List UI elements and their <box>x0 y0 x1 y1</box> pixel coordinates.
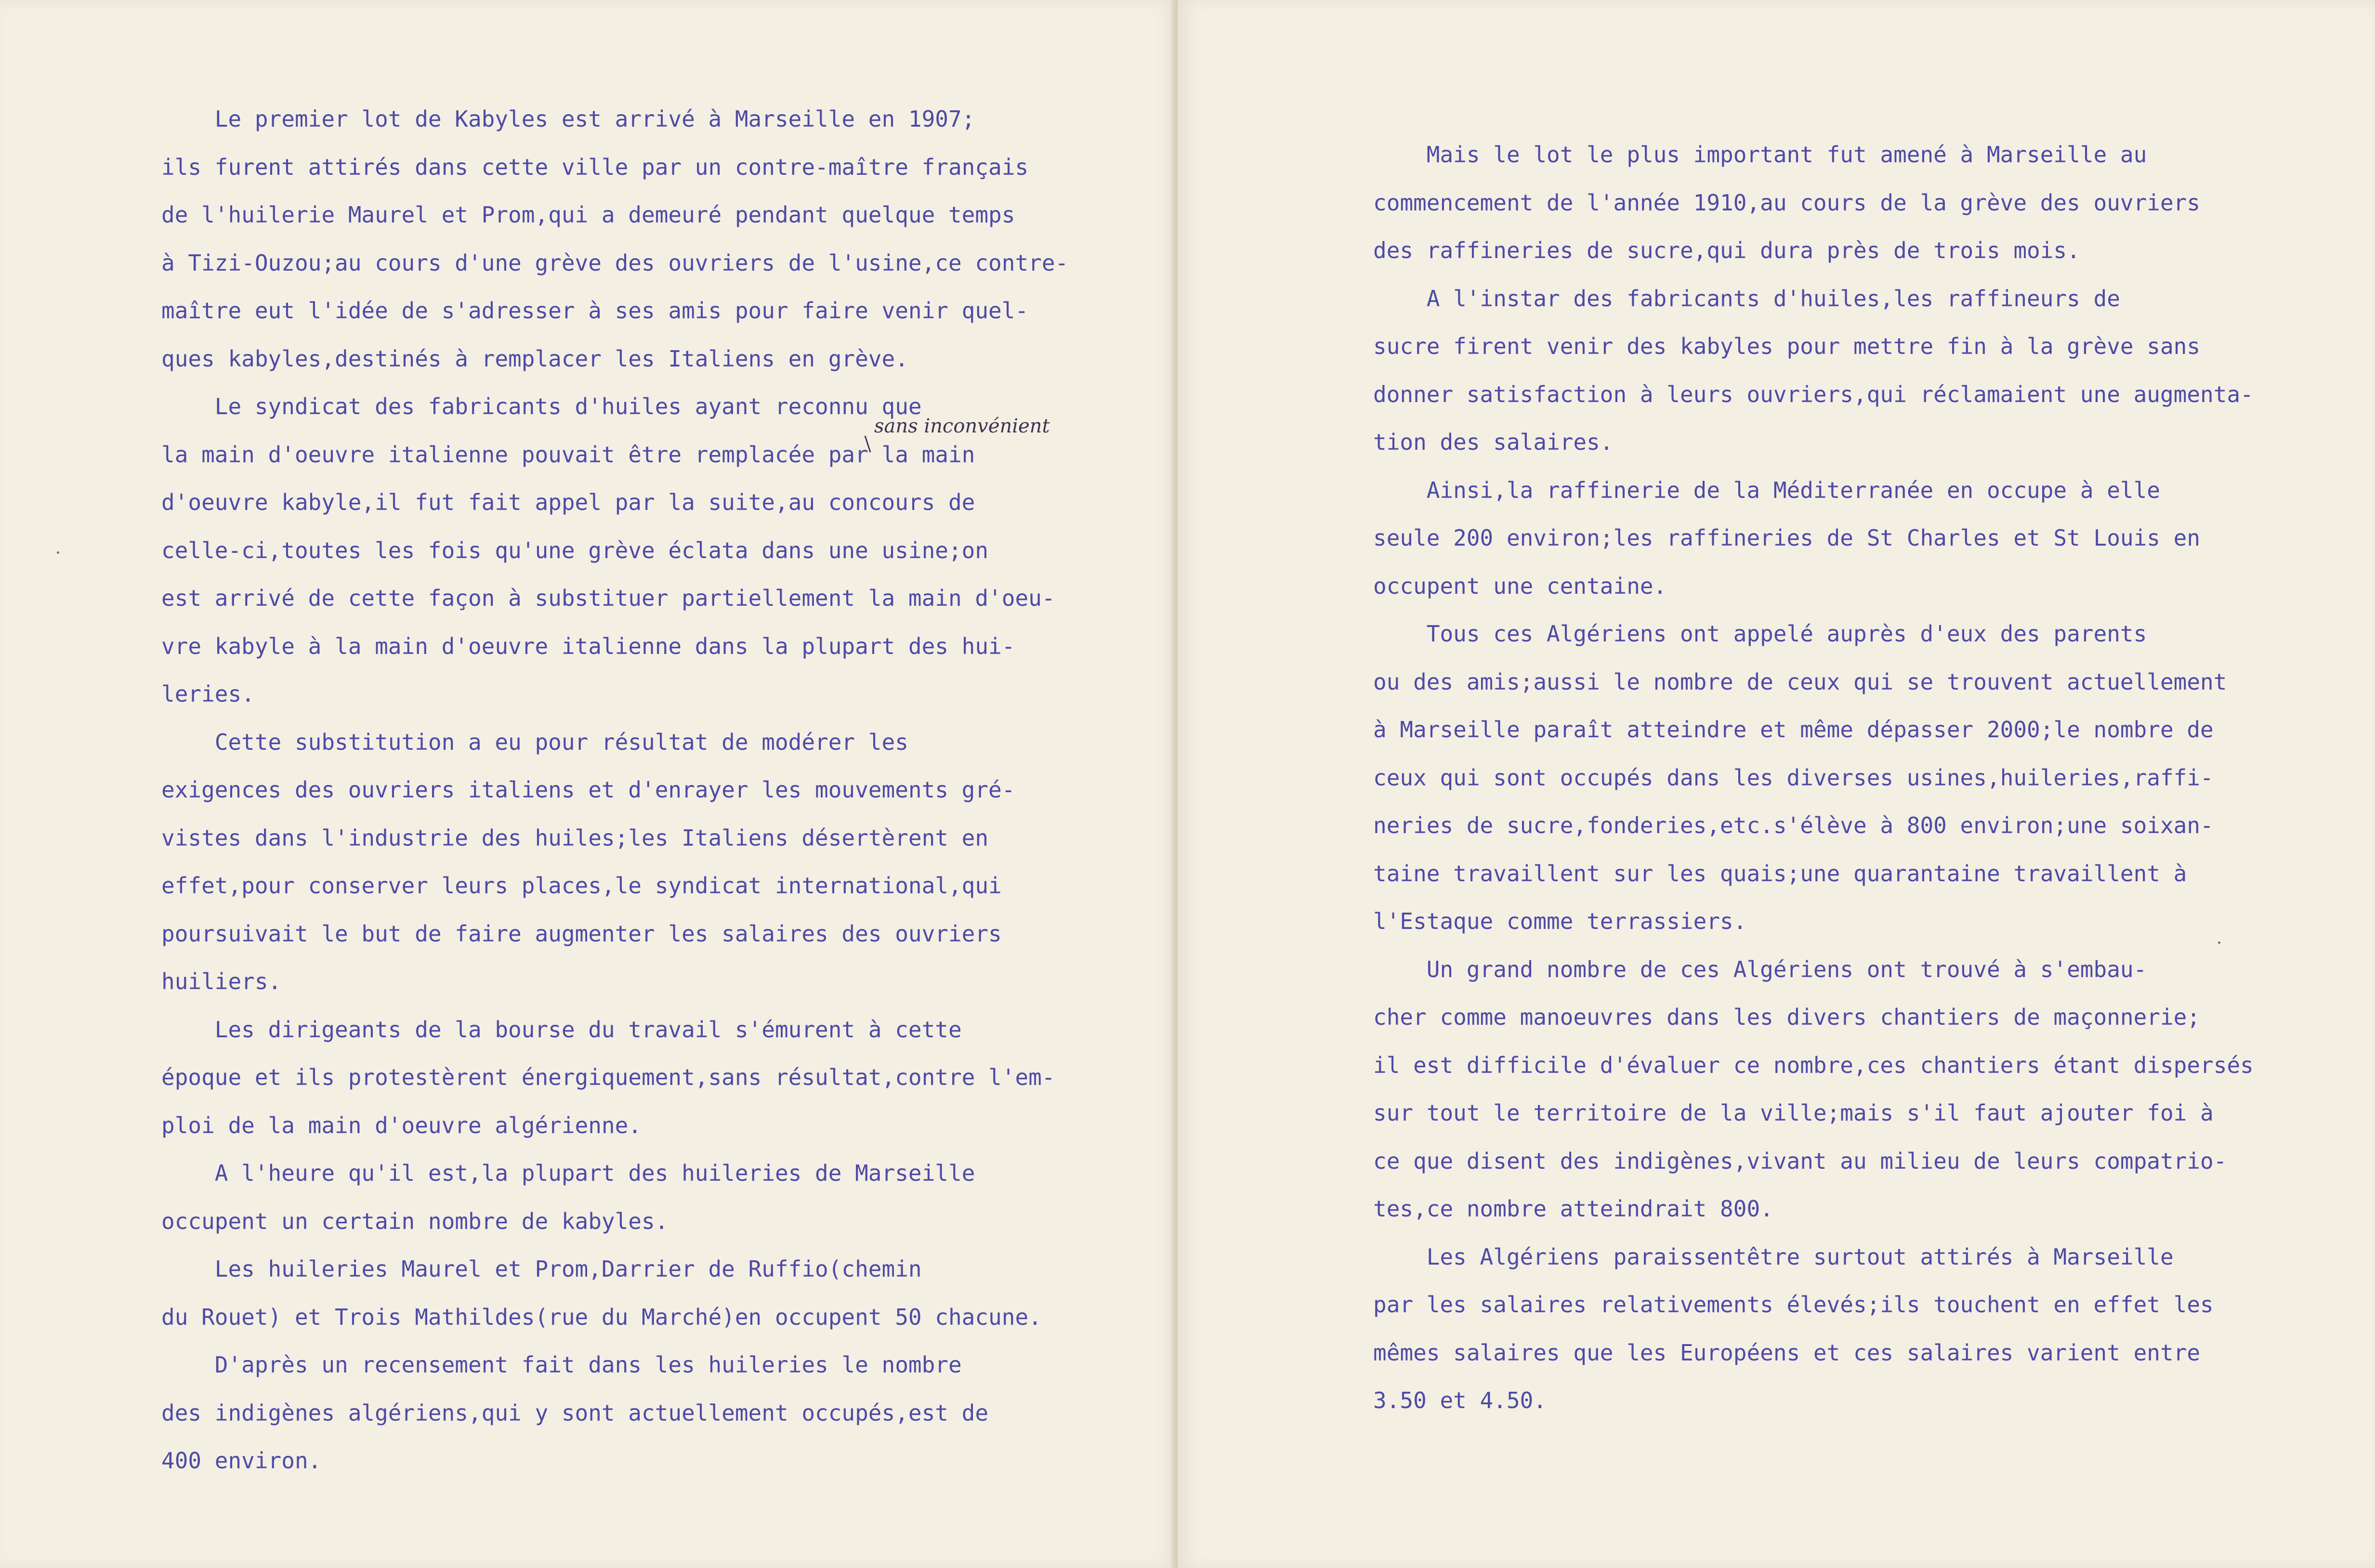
typed-line: Les dirigeants de la bourse du travail s'émurent à cette <box>161 1016 962 1043</box>
left-page-text <box>161 95 1068 1485</box>
typed-line: ceux qui sont occupés dans les diverses usines,huileries,raffi- <box>1373 764 2214 791</box>
typed-line: taine travaillent sur les quais;une quarantaine travaillent à <box>1373 860 2187 887</box>
typed-line: vre kabyle à la main d'oeuvre italienne dans la plupart des hui- <box>161 633 1015 659</box>
typed-line: A l'heure qu'il est,la plupart des huileries de Marseille <box>161 1160 975 1186</box>
typed-line: tion des salaires. <box>1373 429 1614 455</box>
typed-line: tes,ce nombre atteindrait 800. <box>1373 1196 1773 1222</box>
typed-line: Mais le lot le plus important fut amené à Marseille au <box>1373 142 2147 168</box>
typed-line: vistes dans l'industrie des huiles;les Italiens désertèrent en <box>161 824 989 851</box>
typed-line: Les Algériens paraissentêtre surtout attirés à Marseille <box>1373 1243 2174 1270</box>
typed-line: 3.50 et 4.50. <box>1373 1387 1547 1413</box>
typed-line: Ainsi,la raffinerie de la Méditerranée en occupe à elle <box>1373 477 2160 503</box>
right-page-text <box>1373 131 2254 1425</box>
typed-line: Le premier lot de Kabyles est arrivé à Marseille en 1907; <box>161 106 975 132</box>
typed-line: de l'huilerie Maurel et Prom,qui a demeuré pendant quelque temps <box>161 202 1015 228</box>
right-page <box>1178 0 2375 1568</box>
typed-line: occupent un certain nombre de kabyles. <box>161 1208 669 1234</box>
typed-line: Tous ces Algériens ont appelé auprès d'eux des parents <box>1373 621 2147 647</box>
typed-line: des raffineries de sucre,qui dura près de trois mois. <box>1373 237 2080 263</box>
typed-line: neries de sucre,fonderies,etc.s'élève à 800 environ;une soixan- <box>1373 812 2214 838</box>
typed-line: l'Estaque comme terrassiers. <box>1373 908 1747 934</box>
typed-line: est arrivé de cette façon à substituer partiellement la main d'oeu- <box>161 585 1055 611</box>
typed-line: époque et ils protestèrent énergiquement,sans résultat,contre l'em- <box>161 1064 1055 1090</box>
typed-line: D'après un recensement fait dans les huileries le nombre <box>161 1352 962 1378</box>
typed-line: ce que disent des indigènes,vivant au milieu de leurs compatrio- <box>1373 1148 2227 1174</box>
left-page <box>0 0 1178 1568</box>
typed-line: du Rouet) et Trois Mathildes(rue du Marché)en occupent 50 chacune. <box>161 1304 1042 1330</box>
typed-line: à Marseille paraît atteindre et même dépasser 2000;le nombre de <box>1373 717 2214 743</box>
typed-line: 400 environ. <box>161 1448 322 1474</box>
typed-line: maître eut l'idée de s'adresser à ses amis pour faire venir quel- <box>161 298 1029 324</box>
typed-line: des indigènes algériens,qui y sont actuellement occupés,est de <box>161 1399 989 1426</box>
typed-line: Un grand nombre de ces Algériens ont trouvé à s'embau- <box>1373 956 2147 982</box>
typed-line: leries. <box>161 681 255 707</box>
typed-line: Cette substitution a eu pour résultat de modérer les <box>161 729 908 755</box>
typed-line: seule 200 environ;les raffineries de St Charles et St Louis en <box>1373 525 2201 551</box>
typed-line: celle-ci,toutes les fois qu'une grève éclata dans une usine;on <box>161 537 989 563</box>
ink-speck <box>57 551 59 554</box>
ink-speck <box>2218 941 2220 944</box>
typed-line: donner satisfaction à leurs ouvriers,qui réclamaient une augmenta- <box>1373 381 2254 407</box>
typed-line: ques kabyles,destinés à remplacer les Italiens en grève. <box>161 345 908 372</box>
typed-line: A l'instar des fabricants d'huiles,les raffineurs de <box>1373 285 2120 312</box>
typed-line: sucre firent venir des kabyles pour mettre fin à la grève sans <box>1373 333 2201 359</box>
typed-line: la main d'oeuvre italienne pouvait être remplacée par la main <box>161 441 975 468</box>
typed-line: d'oeuvre kabyle,il fut fait appel par la suite,au concours de <box>161 489 975 515</box>
typed-line: Le syndicat des fabricants d'huiles ayant reconnu que <box>161 393 922 419</box>
typed-line: effet,pour conserver leurs places,le syndicat international,qui <box>161 873 1002 899</box>
handwritten-insert: sans inconvénient <box>874 415 1050 437</box>
typed-line: huiliers. <box>161 968 282 994</box>
typed-line: à Tizi-Ouzou;au cours d'une grève des ouvriers de l'usine,ce contre- <box>161 249 1069 276</box>
typed-line: sur tout le territoire de la ville;mais s'il faut ajouter foi à <box>1373 1100 2214 1126</box>
typed-line: cher comme manoeuvres dans les divers chantiers de maçonnerie; <box>1373 1004 2201 1030</box>
typed-line: commencement de l'année 1910,au cours de la grève des ouvriers <box>1373 189 2201 216</box>
typed-line: il est difficile d'évaluer ce nombre,ces chantiers étant dispersés <box>1373 1052 2254 1078</box>
typed-line: ou des amis;aussi le nombre de ceux qui se trouvent actuellement <box>1373 668 2227 695</box>
typed-line: ils furent attirés dans cette ville par un contre-maître français <box>161 154 1029 180</box>
typed-line: mêmes salaires que les Européens et ces salaires varient entre <box>1373 1339 2201 1366</box>
typed-line: Les huileries Maurel et Prom,Darrier de Ruffio(chemin <box>161 1256 922 1282</box>
typed-line: par les salaires relativements élevés;ils touchent en effet les <box>1373 1292 2214 1318</box>
typed-line: occupent une centaine. <box>1373 573 1667 599</box>
typed-line: ploi de la main d'oeuvre algérienne. <box>161 1112 642 1138</box>
typed-line: exigences des ouvriers italiens et d'enrayer les mouvements gré- <box>161 777 1015 803</box>
typed-line: poursuivait le but de faire augmenter les salaires des ouvriers <box>161 920 1002 947</box>
